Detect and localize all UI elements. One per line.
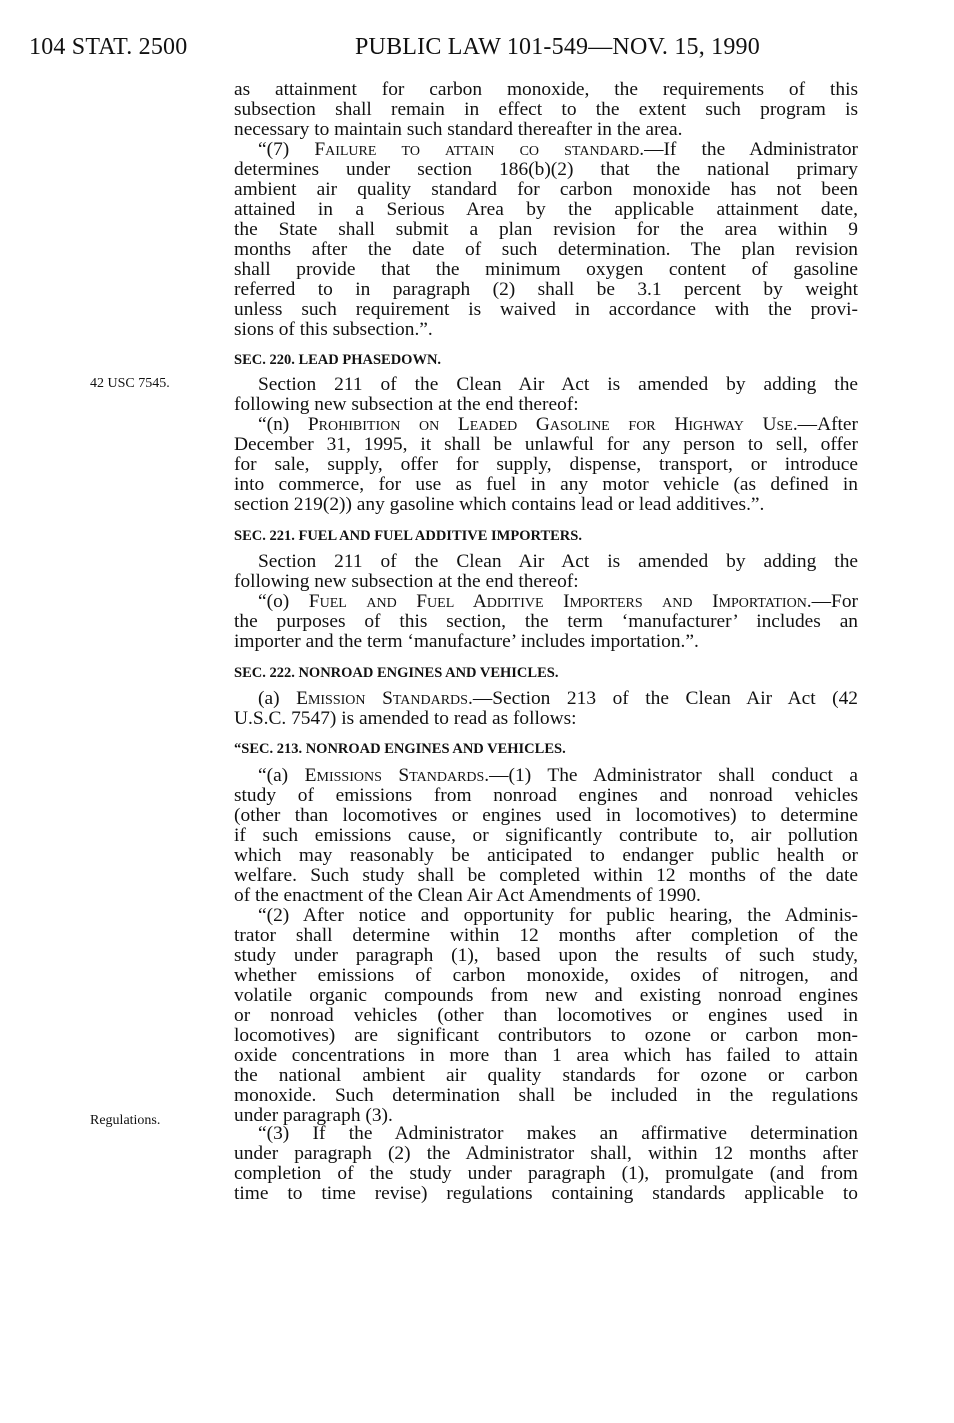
section-222-heading: SEC. 222. NONROAD ENGINES AND VEHICLES. bbox=[234, 665, 559, 681]
paragraph-7-lead: “(7) Failure to attain co standard.—If the Administrator bbox=[258, 139, 858, 160]
text-line: Section 211 of the Clean Air Act is amended by adding the bbox=[258, 374, 858, 395]
text-line: sions of this subsection.”. bbox=[234, 319, 433, 340]
text-line: following new subsection at the end thereof: bbox=[234, 394, 579, 415]
text-line: if such emissions cause, or significantly contribute to, air pollution bbox=[234, 825, 858, 846]
subsection-n-lead: “(n) Prohibition on Leaded Gasoline for Highway Use.—After bbox=[258, 414, 858, 435]
text-line: completion of the study under paragraph (1), promulgate (and from bbox=[234, 1163, 858, 1184]
text-line: welfare. Such study shall be completed within 12 months of the date bbox=[234, 865, 858, 886]
text-line: section 219(2)) any gasoline which contains lead or lead additives.”. bbox=[234, 494, 765, 515]
text-line: which may reasonably be anticipated to endanger public health or bbox=[234, 845, 858, 866]
text-line: following new subsection at the end thereof: bbox=[234, 571, 579, 592]
text-line: the State shall submit a plan revision for the area within 9 bbox=[234, 219, 858, 240]
text-line: study of emissions from nonroad engines and nonroad vehicles bbox=[234, 785, 858, 806]
text-line: subsection shall remain in effect to the extent such program is bbox=[234, 99, 858, 120]
text-line: as attainment for carbon monoxide, the requirements of this bbox=[234, 79, 858, 100]
text-line: determines under section 186(b)(2) that the national primary bbox=[234, 159, 858, 180]
subsection-o-lead: “(o) Fuel and Fuel Additive Importers and Importation.—For bbox=[258, 591, 858, 612]
margin-note-regulations: Regulations. bbox=[90, 1113, 161, 1128]
text-line: time to time revise) regulations containing standards applicable to bbox=[234, 1183, 858, 1204]
section-220-heading: SEC. 220. LEAD PHASEDOWN. bbox=[234, 352, 442, 368]
page-citation: 104 STAT. 2500 bbox=[29, 34, 188, 60]
text-line: December 31, 1995, it shall be unlawful for any person to sell, offer bbox=[234, 434, 858, 455]
text-line: the purposes of this section, the term ‘manufacturer’ includes an bbox=[234, 611, 858, 632]
running-title: PUBLIC LAW 101-549—NOV. 15, 1990 bbox=[355, 34, 760, 60]
subsection-n-title: Prohibition on Leaded Gasoline for Highway Use. bbox=[307, 414, 798, 435]
text-line: volatile organic compounds from new and existing nonroad engines bbox=[234, 985, 858, 1006]
text-line: of the enactment of the Clean Air Act Amendments of 1990. bbox=[234, 885, 701, 906]
text-line: ambient air quality standard for carbon monoxide has not been bbox=[234, 179, 858, 200]
text-line: under paragraph (2) the Administrator shall, within 12 months after bbox=[234, 1143, 858, 1164]
text-line: Section 211 of the Clean Air Act is amended by adding the bbox=[258, 551, 858, 572]
subsection-a-title: Emission Standards. bbox=[296, 688, 473, 709]
text-line: months after the date of such determination. The plan revision bbox=[234, 239, 858, 260]
text-line: or nonroad vehicles (other than locomotives or engines used in bbox=[234, 1005, 858, 1026]
section-213-heading: “SEC. 213. NONROAD ENGINES AND VEHICLES. bbox=[234, 741, 566, 757]
text-line: attained in a Serious Area by the applicable attainment date, bbox=[234, 199, 858, 220]
subsection-213a-lead: “(a) Emissions Standards.—(1) The Administrator shall conduct a bbox=[258, 765, 858, 786]
section-221-heading: SEC. 221. FUEL AND FUEL ADDITIVE IMPORTERS. bbox=[234, 528, 582, 544]
text-line: locomotives) are significant contributors to ozone or carbon mon- bbox=[234, 1025, 858, 1046]
text-line: “(2) After notice and opportunity for public hearing, the Adminis- bbox=[258, 905, 858, 926]
text-line: referred to in paragraph (2) shall be 3.1 percent by weight bbox=[234, 279, 858, 300]
text-line: importer and the term ‘manufacture’ includes importation.”. bbox=[234, 631, 699, 652]
text-line: U.S.C. 7547) is amended to read as follows: bbox=[234, 708, 577, 729]
subsection-213a-title: Emissions Standards. bbox=[304, 765, 490, 786]
subsection-a-lead: (a) Emission Standards.—Section 213 of the Clean Air Act (42 bbox=[258, 688, 859, 709]
paragraph-7-title: Failure to attain co standard. bbox=[314, 139, 645, 160]
text-line: necessary to maintain such standard thereafter in the area. bbox=[234, 119, 683, 140]
subsection-o-title: Fuel and Fuel Additive Importers and Importation. bbox=[308, 591, 812, 612]
text-line: the national ambient air quality standards for ozone or carbon bbox=[234, 1065, 858, 1086]
text-line: “(3) If the Administrator makes an affirmative determination bbox=[258, 1123, 858, 1144]
text-line: into commerce, for use as fuel in any motor vehicle (as defined in bbox=[234, 474, 858, 495]
text-line: unless such requirement is waived in accordance with the provi- bbox=[234, 299, 858, 320]
text-line: (other than locomotives or engines used in locomotives) to determine bbox=[234, 805, 858, 826]
text-line: shall provide that the minimum oxygen content of gasoline bbox=[234, 259, 858, 280]
text-line: oxide concentrations in more than 1 area which has failed to attain bbox=[234, 1045, 858, 1066]
text-line: for sale, supply, offer for supply, dispense, transport, or introduce bbox=[234, 454, 858, 475]
text-line: study under paragraph (1), based upon the results of such study, bbox=[234, 945, 858, 966]
text-line: whether emissions of carbon monoxide, oxides of nitrogen, and bbox=[234, 965, 858, 986]
text-line: monoxide. Such determination shall be included in the regulations bbox=[234, 1085, 858, 1106]
text-line: under paragraph (3). bbox=[234, 1105, 393, 1126]
text-line: trator shall determine within 12 months after completion of the bbox=[234, 925, 858, 946]
margin-note-usc: 42 USC 7545. bbox=[90, 376, 170, 391]
